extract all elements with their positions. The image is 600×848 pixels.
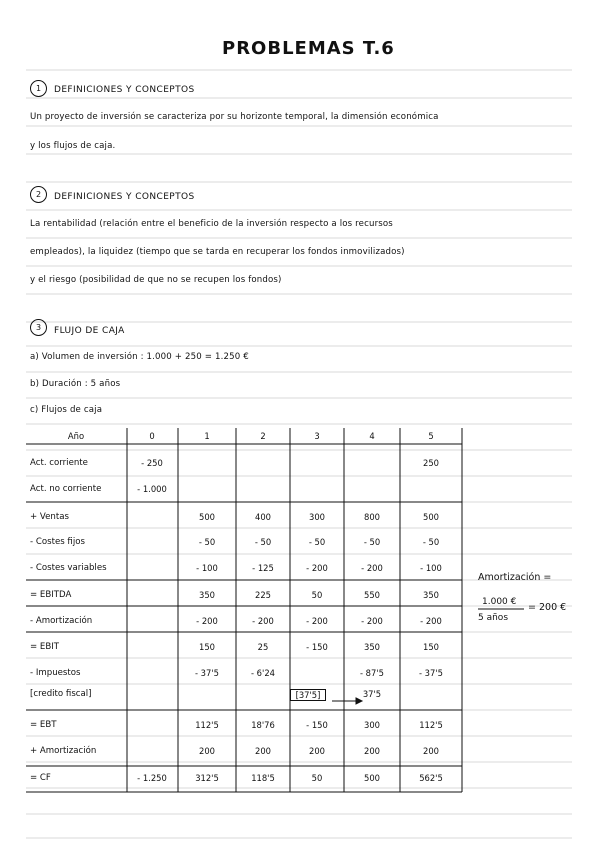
table-cell: - 6'24 bbox=[251, 668, 275, 678]
table-cell: - 50 bbox=[254, 537, 272, 547]
table-cell: 350 bbox=[199, 590, 215, 600]
table-cell: - 50 bbox=[363, 537, 381, 547]
section-2-number: 2 bbox=[30, 186, 47, 203]
table-cell: 550 bbox=[364, 590, 380, 600]
table-cell: 25 bbox=[257, 642, 269, 652]
table-header-year-4: 4 bbox=[369, 431, 375, 441]
section-2-line-2: empleados), la liquidez (tiempo que se tarda en recuperar los fondos inmovilizados) bbox=[30, 247, 405, 257]
table-cell: - 50 bbox=[198, 537, 216, 547]
section-2-line-3: y el riesgo (posibilidad de que no se recupen los fondos) bbox=[30, 275, 282, 285]
table-cell: 300 bbox=[364, 720, 380, 730]
table-cell: 200 bbox=[309, 746, 325, 756]
table-cell: - 50 bbox=[308, 537, 326, 547]
table-cell: - 100 bbox=[420, 563, 442, 573]
table-cell: 225 bbox=[255, 590, 271, 600]
table-row-label: - Amortización bbox=[30, 616, 93, 626]
table-cell: - 87'5 bbox=[360, 668, 384, 678]
table-cell: - 200 bbox=[361, 616, 383, 626]
table-cell: - 150 bbox=[306, 720, 328, 730]
page-title: PROBLEMAS T.6 bbox=[222, 38, 395, 59]
table-cell: - 100 bbox=[196, 563, 218, 573]
table-cell: - 250 bbox=[141, 458, 163, 468]
table-cell: 112'5 bbox=[195, 720, 219, 730]
table-cell: 350 bbox=[364, 642, 380, 652]
section-1-heading: DEFINICIONES Y CONCEPTOS bbox=[54, 85, 195, 95]
table-cell: 200 bbox=[199, 746, 215, 756]
amortization-note-result: = 200 € bbox=[528, 602, 567, 613]
table-row-label: = EBIT bbox=[30, 642, 60, 652]
table-cell: - 37'5 bbox=[419, 668, 443, 678]
table-header-year-5: 5 bbox=[428, 431, 434, 441]
table-cell: 200 bbox=[255, 746, 271, 756]
table-cell: 37'5 bbox=[362, 689, 382, 699]
table-row-label: = CF bbox=[30, 773, 51, 783]
table-cell: - 200 bbox=[420, 616, 442, 626]
table-cell: 500 bbox=[364, 773, 380, 783]
table-cell: 562'5 bbox=[419, 773, 443, 783]
table-cell: 50 bbox=[311, 590, 323, 600]
table-cell: 150 bbox=[423, 642, 439, 652]
table-cell: 200 bbox=[423, 746, 439, 756]
table-row-label: + Ventas bbox=[30, 512, 69, 522]
table-cell: - 1.250 bbox=[137, 773, 167, 783]
amortization-note-label: Amortización = bbox=[478, 572, 552, 583]
section-1-line-2: y los flujos de caja. bbox=[30, 141, 116, 151]
section-3-number: 3 bbox=[30, 319, 47, 336]
table-row-label: = EBITDA bbox=[30, 590, 72, 600]
table-header-year: Año bbox=[67, 431, 85, 441]
section-3-line-a: a) Volumen de inversión : 1.000 + 250 = 1.250 € bbox=[30, 352, 249, 362]
table-header-year-2: 2 bbox=[260, 431, 266, 441]
table-cell: - 1.000 bbox=[137, 484, 167, 494]
table-header-year-0: 0 bbox=[149, 431, 155, 441]
table-cell: 312'5 bbox=[195, 773, 219, 783]
table-cell: 118'5 bbox=[251, 773, 275, 783]
table-cell: 500 bbox=[423, 512, 439, 522]
table-cell: - 125 bbox=[252, 563, 274, 573]
table-cell: - 200 bbox=[306, 563, 328, 573]
section-2-heading: DEFINICIONES Y CONCEPTOS bbox=[54, 192, 195, 202]
table-cell: 300 bbox=[309, 512, 325, 522]
amortization-note-numerator: 1.000 € bbox=[482, 597, 517, 607]
section-3-line-c: c) Flujos de caja bbox=[30, 405, 103, 415]
table-cell: 112'5 bbox=[419, 720, 443, 730]
table-row-label: Act. no corriente bbox=[30, 484, 102, 494]
table-cell: - 50 bbox=[422, 537, 440, 547]
table-row-label: - Impuestos bbox=[30, 668, 81, 678]
table-cell: 400 bbox=[255, 512, 271, 522]
table-cell: 350 bbox=[423, 590, 439, 600]
table-row-label: + Amortización bbox=[30, 746, 97, 756]
table-cell: - 37'5 bbox=[195, 668, 219, 678]
table-row-label: - Costes variables bbox=[30, 563, 107, 573]
table-cell: 18'76 bbox=[251, 720, 275, 730]
table-cell: 250 bbox=[423, 458, 439, 468]
table-row-label: Act. corriente bbox=[30, 458, 88, 468]
table-row-label: - Costes fijos bbox=[30, 537, 85, 547]
table-cell: - 200 bbox=[252, 616, 274, 626]
section-1-line-1: Un proyecto de inversión se caracteriza por su horizonte temporal, la dimensión económica bbox=[30, 112, 439, 122]
table-cell: 800 bbox=[364, 512, 380, 522]
table-cell: - 200 bbox=[196, 616, 218, 626]
table-cell: 50 bbox=[311, 773, 323, 783]
section-3-line-b: b) Duración : 5 años bbox=[30, 379, 121, 389]
section-1-number: 1 bbox=[30, 80, 47, 97]
table-header-year-3: 3 bbox=[314, 431, 320, 441]
table-cell: 500 bbox=[199, 512, 215, 522]
section-3-heading: FLUJO DE CAJA bbox=[54, 326, 125, 336]
table-cell: - 150 bbox=[306, 642, 328, 652]
section-2-line-1: La rentabilidad (relación entre el beneficio de la inversión respecto a los recursos bbox=[30, 219, 393, 229]
table-cell: 150 bbox=[199, 642, 215, 652]
table-row-label: = EBT bbox=[30, 720, 57, 730]
table-row-label: [credito fiscal] bbox=[30, 689, 92, 699]
table-cell: 200 bbox=[364, 746, 380, 756]
table-header-year-1: 1 bbox=[204, 431, 210, 441]
table-cell: - 200 bbox=[361, 563, 383, 573]
amortization-note-denominator: 5 años bbox=[478, 613, 509, 623]
table-cell: - 200 bbox=[306, 616, 328, 626]
table-cell: [37'5] bbox=[290, 689, 326, 701]
